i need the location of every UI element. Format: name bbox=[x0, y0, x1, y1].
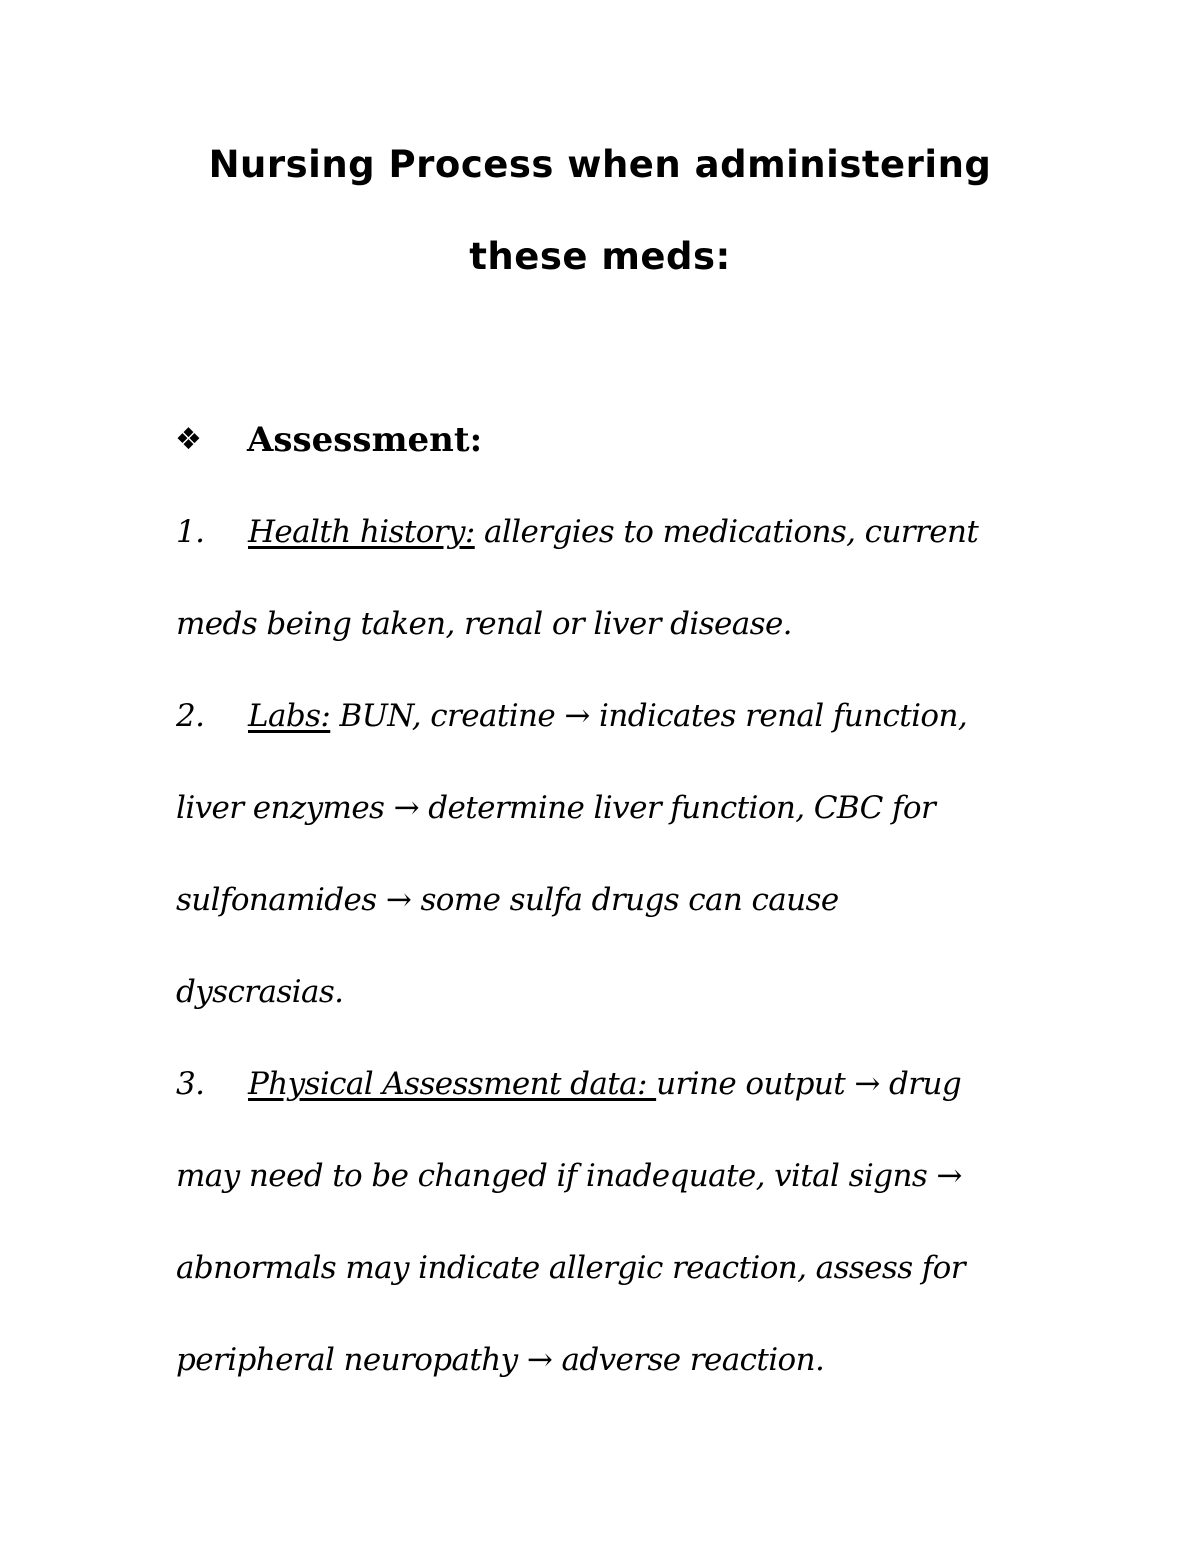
page-title-line-2: these meds: bbox=[469, 235, 731, 278]
list-item-3-line-4: peripheral neuropathy → adverse reaction. bbox=[176, 1342, 825, 1378]
list-item-2-line-1 bbox=[176, 694, 1036, 738]
list-item-text: urine output → drug bbox=[656, 1066, 962, 1102]
page-title-line-1: Nursing Process when administering bbox=[208, 143, 992, 186]
list-item-label: Health history: bbox=[248, 514, 475, 550]
list-item-number: 2. bbox=[176, 698, 205, 734]
list-item-text: allergies to medications, current bbox=[474, 514, 979, 550]
list-item-label: Physical Assessment data: bbox=[248, 1066, 657, 1102]
list-item-1-line-2: meds being taken, renal or liver disease. bbox=[176, 606, 792, 642]
section-heading-label: Assessment: bbox=[247, 420, 483, 460]
list-item-3-line-1 bbox=[176, 1062, 1036, 1106]
list-item-number: 3. bbox=[176, 1066, 205, 1102]
list-item-1-line-1 bbox=[176, 510, 1036, 554]
list-item-number: 1. bbox=[176, 514, 205, 550]
list-item-3-line-2: may need to be changed if inadequate, vital signs → bbox=[176, 1158, 962, 1194]
list-item-2-line-2: liver enzymes → determine liver function, CBC for bbox=[176, 790, 936, 826]
diamond-bullet-icon: ❖ bbox=[175, 422, 202, 457]
list-item-3-line-3: abnormals may indicate allergic reaction, assess for bbox=[176, 1250, 965, 1286]
list-item-2-line-3: sulfonamides → some sulfa drugs can cause bbox=[176, 882, 839, 918]
list-item-text: BUN, creatine → indicates renal function, bbox=[330, 698, 968, 734]
list-item-label: Labs: bbox=[248, 698, 331, 734]
list-item-2-line-4: dyscrasias. bbox=[176, 974, 344, 1010]
